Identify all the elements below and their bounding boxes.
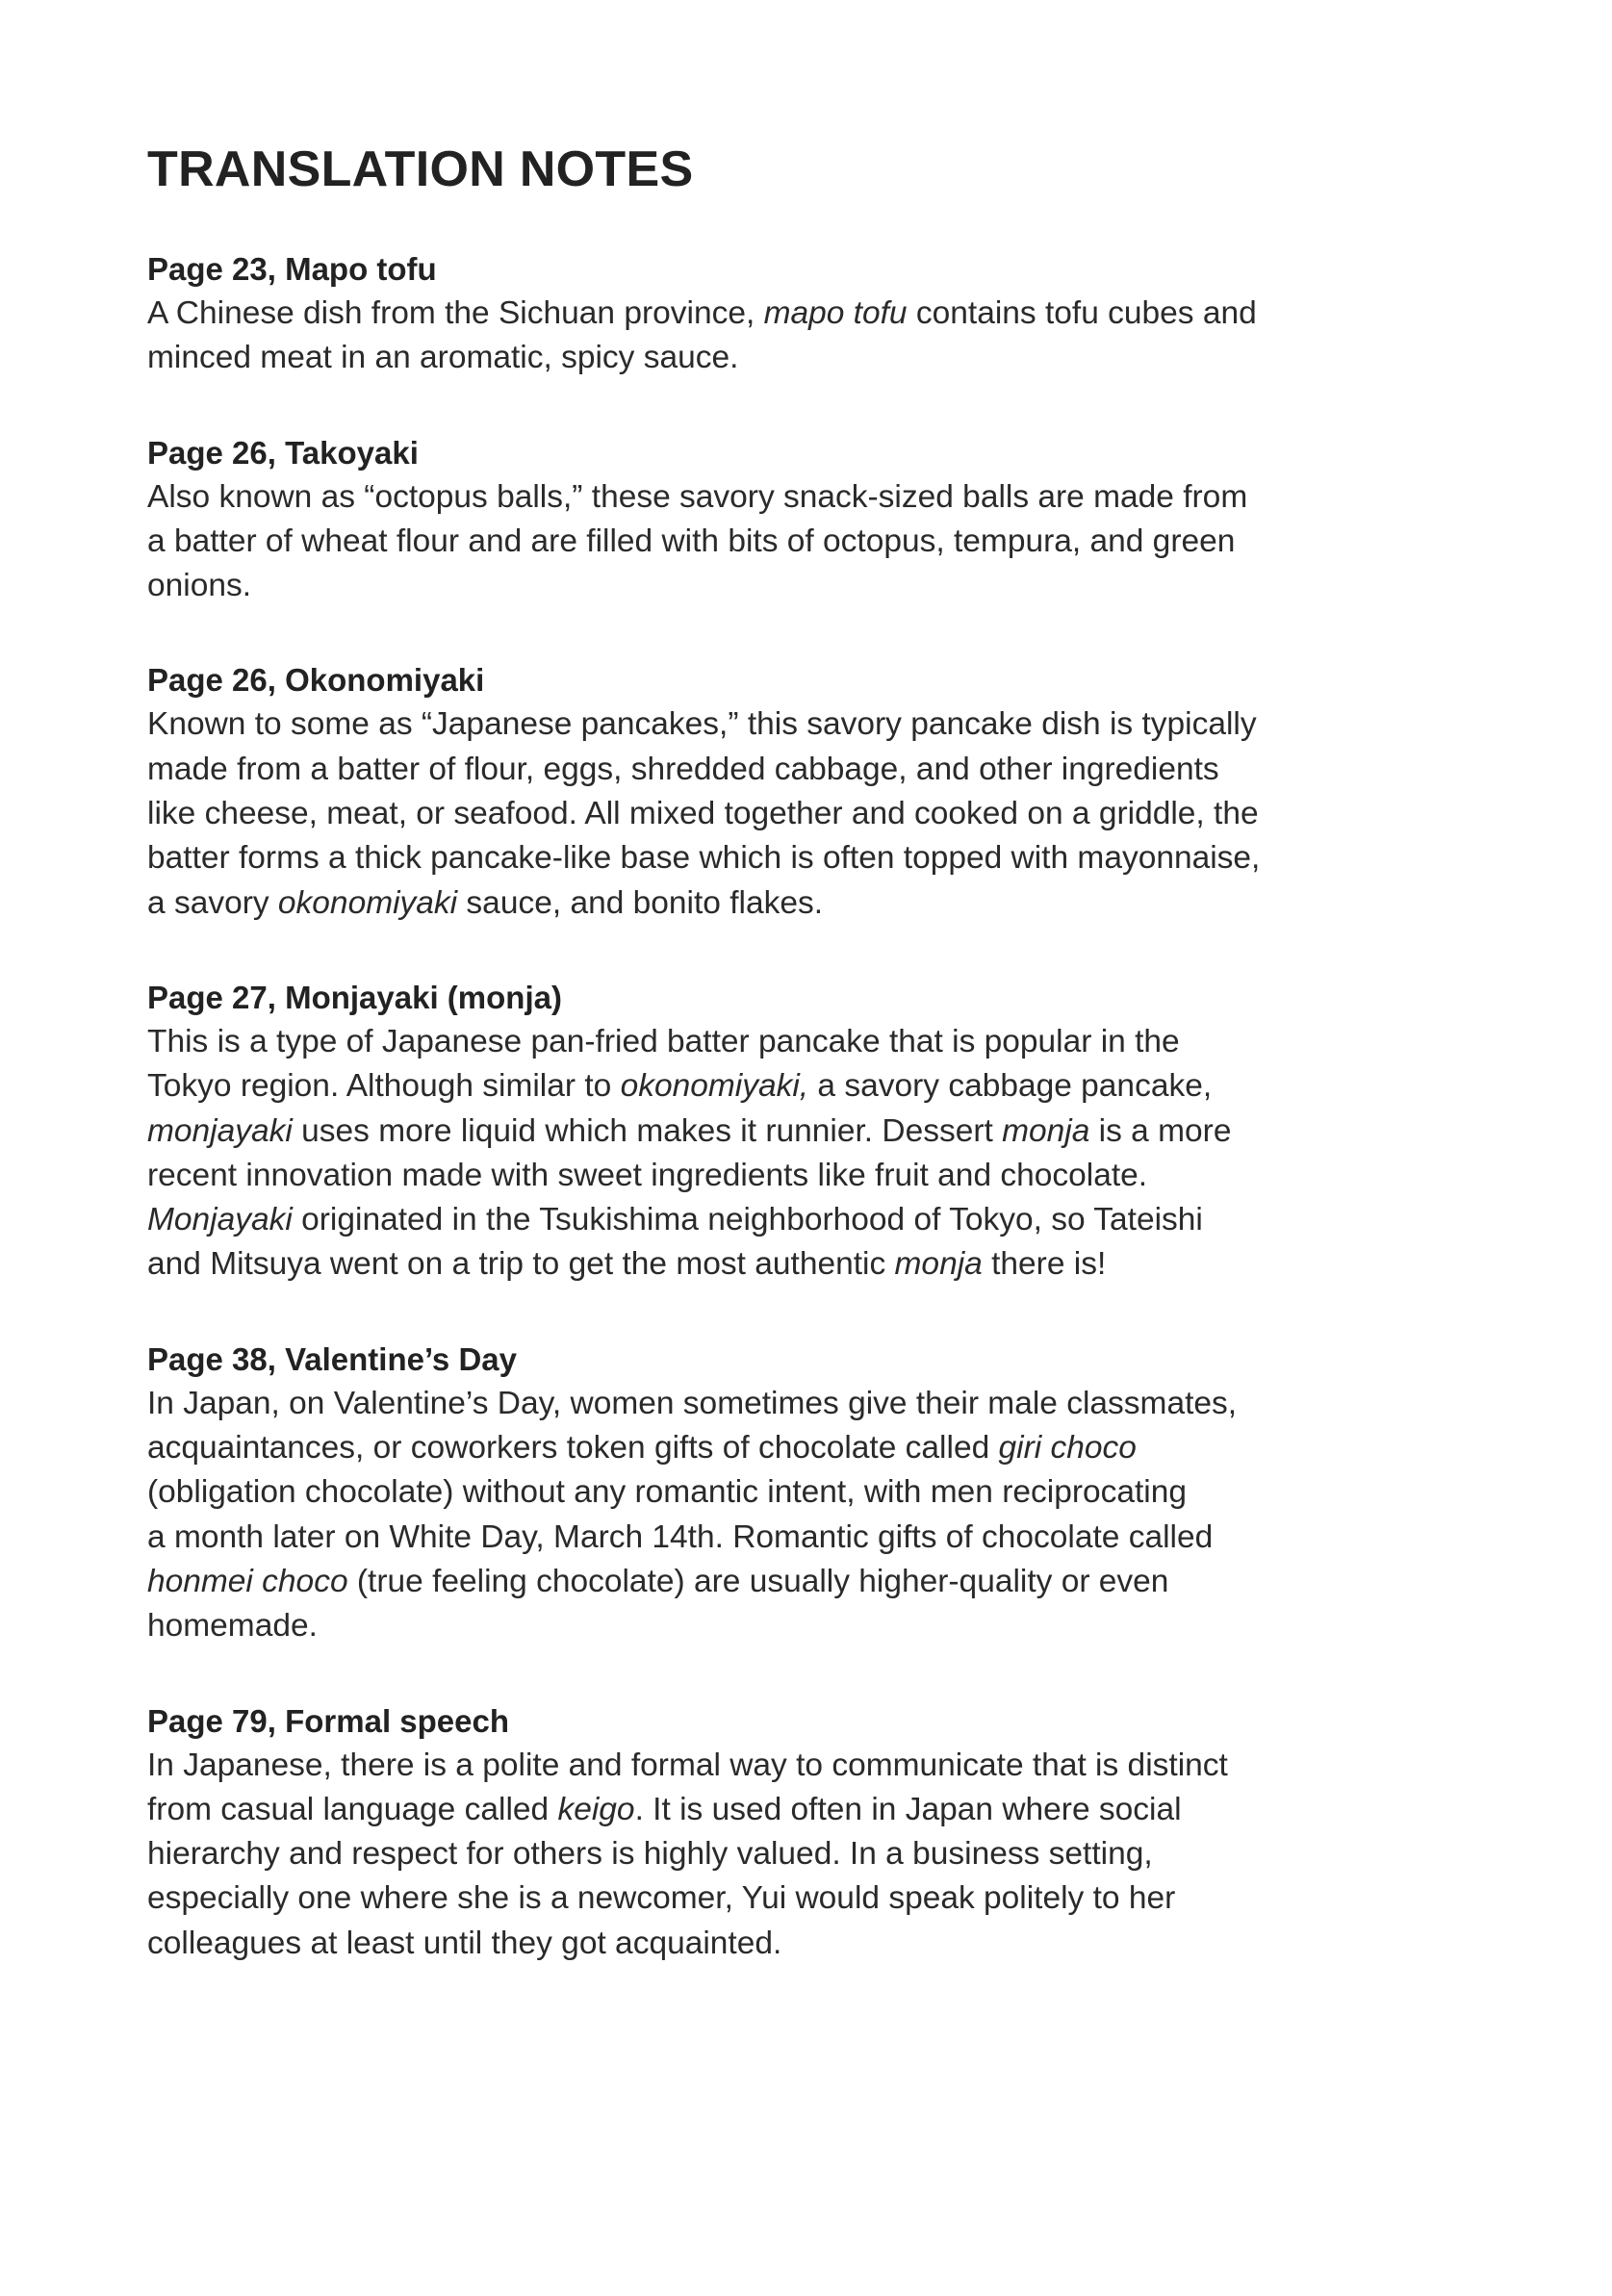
note-body-line <box>147 520 1514 564</box>
note-entry-1 <box>147 247 1514 381</box>
note-body-line <box>147 1242 1514 1287</box>
body-text: hierarchy and respect for others is highly valued. In a business setting, <box>147 1836 1153 1873</box>
note-body-line <box>147 564 1514 608</box>
note-body <box>147 1382 1514 1649</box>
note-body-line <box>147 336 1514 380</box>
body-text: and Mitsuya went on a trip to get the most authentic <box>147 1246 895 1283</box>
body-text: batter forms a thick pancake-like base which is often topped with mayonnaise, <box>147 840 1261 877</box>
note-entry-6 <box>147 1699 1514 1966</box>
note-body-line <box>147 1922 1514 1966</box>
body-text: acquaintances, or coworkers token gifts of chocolate called <box>147 1430 999 1467</box>
body-text: contains tofu cubes and <box>907 295 1257 331</box>
note-body <box>147 1744 1514 1966</box>
body-text: a batter of wheat flour and are filled with bits of octopus, tempura, and green <box>147 523 1236 559</box>
body-text: (obligation chocolate) without any romantic intent, with men reciprocating <box>147 1474 1187 1511</box>
body-text: colleagues at least until they got acquainted. <box>147 1925 782 1961</box>
body-text: (true feeling chocolate) are usually higher-quality or even <box>347 1563 1169 1599</box>
note-heading: Page 26, Takoyaki <box>147 434 419 471</box>
note-body-line <box>147 1470 1514 1515</box>
italic-term: monja <box>1002 1112 1090 1149</box>
body-text: In Japanese, there is a polite and formal way to communicate that is distinct <box>147 1747 1228 1783</box>
note-body-line <box>147 475 1514 520</box>
note-body-line <box>147 292 1514 336</box>
body-text: minced meat in an aromatic, spicy sauce. <box>147 340 739 376</box>
note-body <box>147 292 1514 381</box>
body-text: is a more <box>1089 1112 1232 1149</box>
italic-term: honmei choco <box>147 1563 348 1599</box>
note-heading: Page 26, Okonomiyaki <box>147 662 485 699</box>
note-entry-5 <box>147 1338 1514 1649</box>
note-entry-4 <box>147 976 1514 1288</box>
body-text: onions. <box>147 568 252 604</box>
body-text: like cheese, meat, or seafood. All mixed together and cooked on a griddle, the <box>147 796 1259 832</box>
italic-term: keigo <box>557 1791 635 1827</box>
body-text: This is a type of Japanese pan-fried batter pancake that is popular in the <box>147 1023 1180 1059</box>
note-body <box>147 475 1514 609</box>
body-text: uses more liquid which makes it runnier. Dessert <box>292 1112 1003 1149</box>
note-body-line <box>147 1788 1514 1832</box>
note-body-line <box>147 836 1514 880</box>
body-text: . It is used often in Japan where social <box>634 1791 1182 1827</box>
note-body-line <box>147 702 1514 747</box>
note-body-line <box>147 1744 1514 1788</box>
note-body-line <box>147 1064 1514 1109</box>
note-body-line <box>147 1110 1514 1154</box>
body-text: Known to some as “Japanese pancakes,” this savory pancake dish is typically <box>147 706 1257 743</box>
body-text: a savory <box>147 884 278 921</box>
body-text: sauce, and bonito flakes. <box>457 884 824 921</box>
body-text: recent innovation made with sweet ingredients like fruit and chocolate. <box>147 1157 1148 1193</box>
note-body-line <box>147 1382 1514 1426</box>
body-text: especially one where she is a newcomer, Yui would speak politely to her <box>147 1880 1176 1917</box>
note-body-line <box>147 1516 1514 1560</box>
note-body-line <box>147 1020 1514 1064</box>
body-text: A Chinese dish from the Sichuan province, <box>147 295 764 331</box>
note-body-line <box>147 1876 1514 1921</box>
body-text: originated in the Tsukishima neighborhood of Tokyo, so Tateishi <box>292 1202 1203 1238</box>
body-text: there is! <box>982 1246 1107 1283</box>
note-body-line <box>147 792 1514 836</box>
note-body-line <box>147 1198 1514 1242</box>
note-body-line <box>147 1154 1514 1198</box>
note-body-line <box>147 881 1514 926</box>
italic-term: mapo tofu <box>763 295 908 331</box>
translation-notes-list <box>147 247 1514 2016</box>
note-heading: Page 27, Monjayaki (monja) <box>147 979 562 1015</box>
body-text: a month later on White Day, March 14th. Romantic gifts of chocolate called <box>147 1518 1214 1555</box>
italic-term: giri choco <box>998 1430 1137 1467</box>
body-text: from casual language called <box>147 1791 558 1827</box>
page-title: TRANSLATION NOTES <box>147 141 694 197</box>
note-body <box>147 702 1514 925</box>
note-body <box>147 1020 1514 1288</box>
note-body-line <box>147 748 1514 792</box>
note-heading: Page 79, Formal speech <box>147 1702 510 1739</box>
note-heading: Page 23, Mapo tofu <box>147 251 437 287</box>
note-body-line <box>147 1832 1514 1876</box>
body-text: Tokyo region. Although similar to <box>147 1068 621 1105</box>
note-entry-2 <box>147 431 1514 609</box>
note-body-line <box>147 1426 1514 1470</box>
body-text: a savory cabbage pancake, <box>808 1068 1213 1105</box>
note-body-line <box>147 1604 1514 1648</box>
italic-term: Monjayaki <box>147 1202 293 1238</box>
italic-term: monjayaki <box>147 1112 293 1149</box>
body-text: Also known as “octopus balls,” these savory snack-sized balls are made from <box>147 478 1248 515</box>
body-text: made from a batter of flour, eggs, shredded cabbage, and other ingredients <box>147 751 1219 787</box>
note-entry-3 <box>147 658 1514 925</box>
note-body-line <box>147 1560 1514 1604</box>
body-text: homemade. <box>147 1608 318 1645</box>
italic-term: okonomiyaki <box>277 884 458 921</box>
note-heading: Page 38, Valentine’s Day <box>147 1340 517 1377</box>
body-text: In Japan, on Valentine’s Day, women sometimes give their male classmates, <box>147 1385 1238 1421</box>
italic-term: okonomiyaki, <box>620 1068 809 1105</box>
italic-term: monja <box>894 1246 983 1283</box>
